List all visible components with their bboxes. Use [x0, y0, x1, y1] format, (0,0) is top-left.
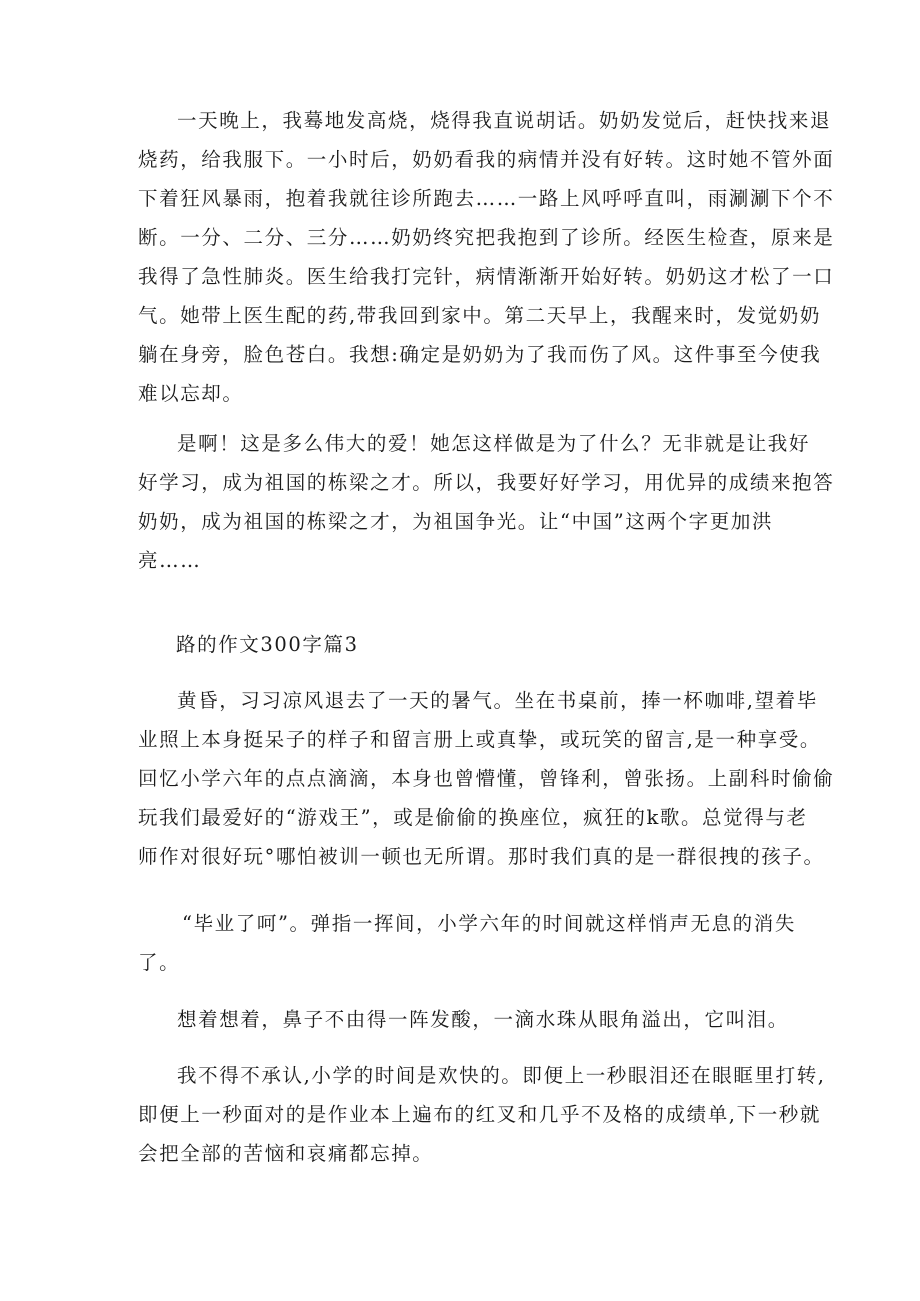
text-line: 烧药，给我服下。一小时后，奶奶看我的病情并没有好转。这时她不管外面: [138, 148, 835, 171]
paragraph-3: [138, 681, 835, 876]
text-line: 师作对很好玩°哪怕被训一顿也无所谓。那时我们真的是一群很拽的孩子。: [138, 845, 825, 868]
paragraph-5: [138, 1000, 793, 1039]
paragraph-2: [138, 424, 835, 580]
paragraph-4: [138, 904, 796, 982]
text-line: 难以忘却。: [138, 382, 244, 405]
text-line: 断。一分、二分、三分……奶奶终究把我抱到了诊所。经医生检查，原来是: [138, 226, 835, 249]
text-line: “毕业了呵”。弹指一挥间，小学六年的时间就这样悄声无息的消失: [182, 912, 796, 935]
section-heading: 路的作文300字篇3: [176, 633, 359, 656]
text-line: 下着狂风暴雨，抱着我就往诊所跑去……一路上风呼呼直叫，雨涮涮下个不: [138, 187, 835, 210]
text-line: 业照上本身挺呆子的样子和留言册上或真挚，或玩笑的留言,是一种享受。: [138, 728, 821, 751]
text-line: 躺在身旁，脸色苍白。我想:确定是奶奶为了我而伤了风。这件事至今使我: [138, 343, 822, 366]
text-line: 玩我们最爱好的“游戏王”，或是偷偷的换座位，疯狂的k歌。总觉得与老: [138, 806, 808, 829]
text-line: 一天晚上，我蓦地发高烧，烧得我直说胡话。奶奶发觉后，赶快找来退: [177, 109, 832, 132]
paragraph-1: [138, 101, 835, 413]
text-line: 回忆小学六年的点点滴滴，本身也曾懵懂，曾锋利，曾张扬。上副科时偷偷: [138, 767, 835, 790]
text-line: 即便上一秒面对的是作业本上遍布的红叉和几乎不及格的成绩单,下一秒就: [138, 1103, 821, 1126]
text-line: 是啊！这是多么伟大的爱！她怎这样做是为了什么？无非就是让我好: [177, 432, 811, 455]
text-line: 好学习，成为祖国的栋梁之才。所以，我要好好学习，用优异的成绩来抱答: [138, 471, 835, 494]
paragraph-6: [138, 1056, 826, 1173]
text-line: 气。她带上医生配的药,带我回到家中。第二天早上，我醒来时，发觉奶奶: [138, 304, 821, 327]
text-line: 黄昏，习习凉风退去了一天的暑气。坐在书桌前，捧一杯咖啡,望着毕: [177, 689, 818, 712]
text-line: 了。: [138, 951, 181, 974]
text-line: 我不得不承认,小学的时间是欢快的。即便上一秒眼泪还在眼眶里打转,: [177, 1064, 826, 1087]
text-line: 奶奶，成为祖国的栋梁之才，为祖国争光。让“中国”这两个字更加洪: [138, 510, 774, 533]
text-line: 想着想着，鼻子不由得一阵发酸，一滴水珠从眼角溢出，它叫泪。: [177, 1008, 789, 1031]
text-line: 会把全部的苦恼和哀痛都忘掉。: [138, 1142, 434, 1165]
text-line: 亮……: [138, 549, 202, 572]
text-line: 我得了急性肺炎。医生给我打完针，病情渐渐开始好转。奶奶这才松了一口: [138, 265, 835, 288]
